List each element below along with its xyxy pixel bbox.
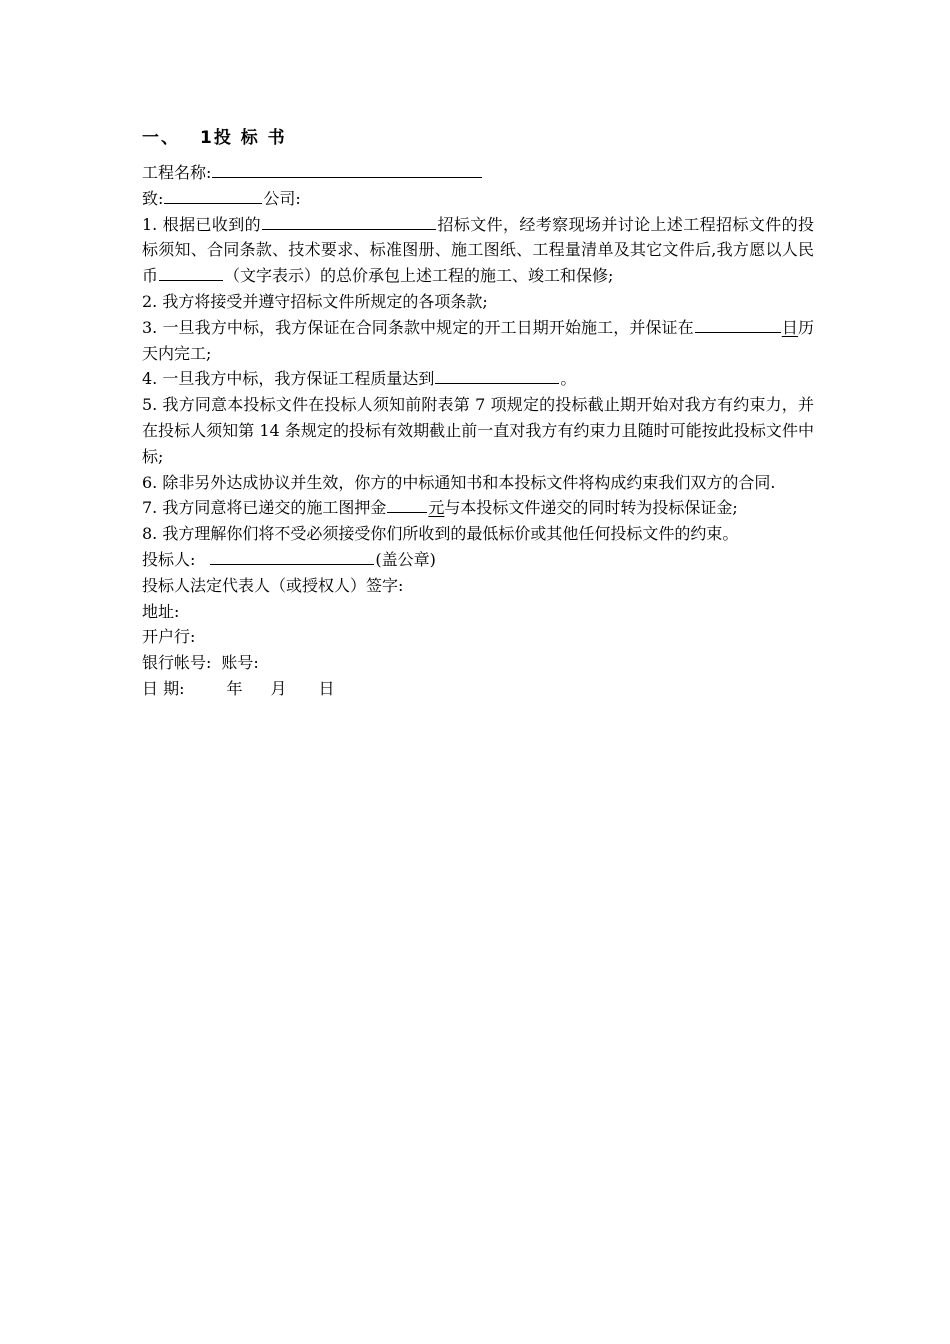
clause-7-end: 与本投标文件递交的同时转为投标保证金; — [444, 498, 738, 518]
clause-2-text: 2. 我方将接受并遵守招标文件所规定的各项条款; — [142, 291, 488, 311]
clause-4 — [142, 366, 814, 392]
clause-7-yuan: 元 — [428, 498, 445, 518]
heading-title: 1投 标 书 — [200, 128, 287, 148]
clause-7-start: 7. 我方同意将已递交的施工图押金 — [142, 498, 387, 518]
bidder-name-blank[interactable] — [210, 547, 374, 565]
company-suffix: 公司: — [263, 188, 301, 208]
project-name-blank[interactable] — [212, 160, 482, 178]
clause-6 — [142, 470, 814, 496]
seal-note: (盖公章) — [375, 549, 436, 569]
clause-5 — [142, 392, 814, 469]
clause-8 — [142, 521, 814, 547]
project-name-label: 工程名称: — [142, 163, 212, 182]
clause-3 — [142, 315, 814, 367]
clause-4-end: 。 — [560, 369, 577, 389]
section-heading — [142, 126, 814, 150]
clause-3-start: 3. 一旦我方中标，我方保证在合同条款中规定的开工日期开始施工，并保证在 — [142, 317, 694, 337]
bank-label: 开户行: — [142, 627, 196, 647]
clause-1-end: （文字表示）的总价承包上述工程的施工、竣工和保修; — [224, 266, 614, 286]
clause-3-day: 日 — [781, 317, 798, 337]
clause-5-text: 5. 我方同意本投标文件在投标人须知前附表第 7 项规定的投标截止期开始对我方有约束力，并在投标人须知第 14 条规定的投标有效期截止前一直对我方有约束力且随时可能按此投标文件中标; — [142, 395, 814, 466]
price-blank[interactable] — [159, 263, 223, 281]
project-name-line — [142, 160, 814, 186]
representative-label: 投标人法定代表人（或授权人）签字: — [142, 575, 404, 595]
date-month: 月 — [270, 678, 287, 698]
clause-6-text: 6. 除非另外达成协议并生效，你方的中标通知书和本投标文件将构成约束我们双方的合同. — [142, 472, 776, 492]
company-name-blank[interactable] — [164, 186, 262, 204]
bank-account-label: 银行帐号: — [142, 653, 212, 673]
bidder-line — [142, 547, 814, 573]
quality-blank[interactable] — [435, 366, 559, 384]
to-label: 致: — [142, 188, 164, 208]
account-line — [142, 650, 814, 676]
recipient-line — [142, 186, 814, 212]
bidder-label: 投标人: — [142, 549, 196, 569]
representative-line — [142, 573, 814, 599]
account-number-label: 账号: — [221, 653, 259, 673]
duration-blank[interactable] — [695, 315, 781, 333]
clause-2 — [142, 289, 814, 315]
date-label: 日 期: — [142, 678, 185, 698]
clause-1-start: 1. 根据已收到的 — [142, 214, 262, 234]
deposit-blank[interactable] — [387, 495, 427, 513]
clause-4-start: 4. 一旦我方中标，我方保证工程质量达到 — [142, 369, 435, 389]
address-label: 地址: — [142, 601, 180, 621]
clause-3-end: 历天内完工; — [142, 317, 814, 363]
heading-number: 一、 — [142, 128, 180, 148]
address-line — [142, 599, 814, 625]
date-line — [142, 676, 814, 702]
clause-8-text: 8. 我方理解你们将不受必须接受你们所收到的最低标价或其他任何投标文件的约束。 — [142, 524, 739, 544]
clause-7 — [142, 495, 814, 521]
tender-name-blank[interactable] — [262, 212, 436, 230]
clause-1 — [142, 212, 814, 289]
bank-line — [142, 624, 814, 650]
date-day: 日 — [318, 678, 335, 698]
date-year: 年 — [226, 678, 243, 698]
clause-1-middle: 招标文件，经考察现场并讨论上述工程招标文件的投标须知、合同条款、技术要求、标准图册、施工图纸、工程量清单及其它文件后,我方愿以人民币 — [142, 214, 814, 286]
bid-letter-page — [142, 126, 814, 702]
